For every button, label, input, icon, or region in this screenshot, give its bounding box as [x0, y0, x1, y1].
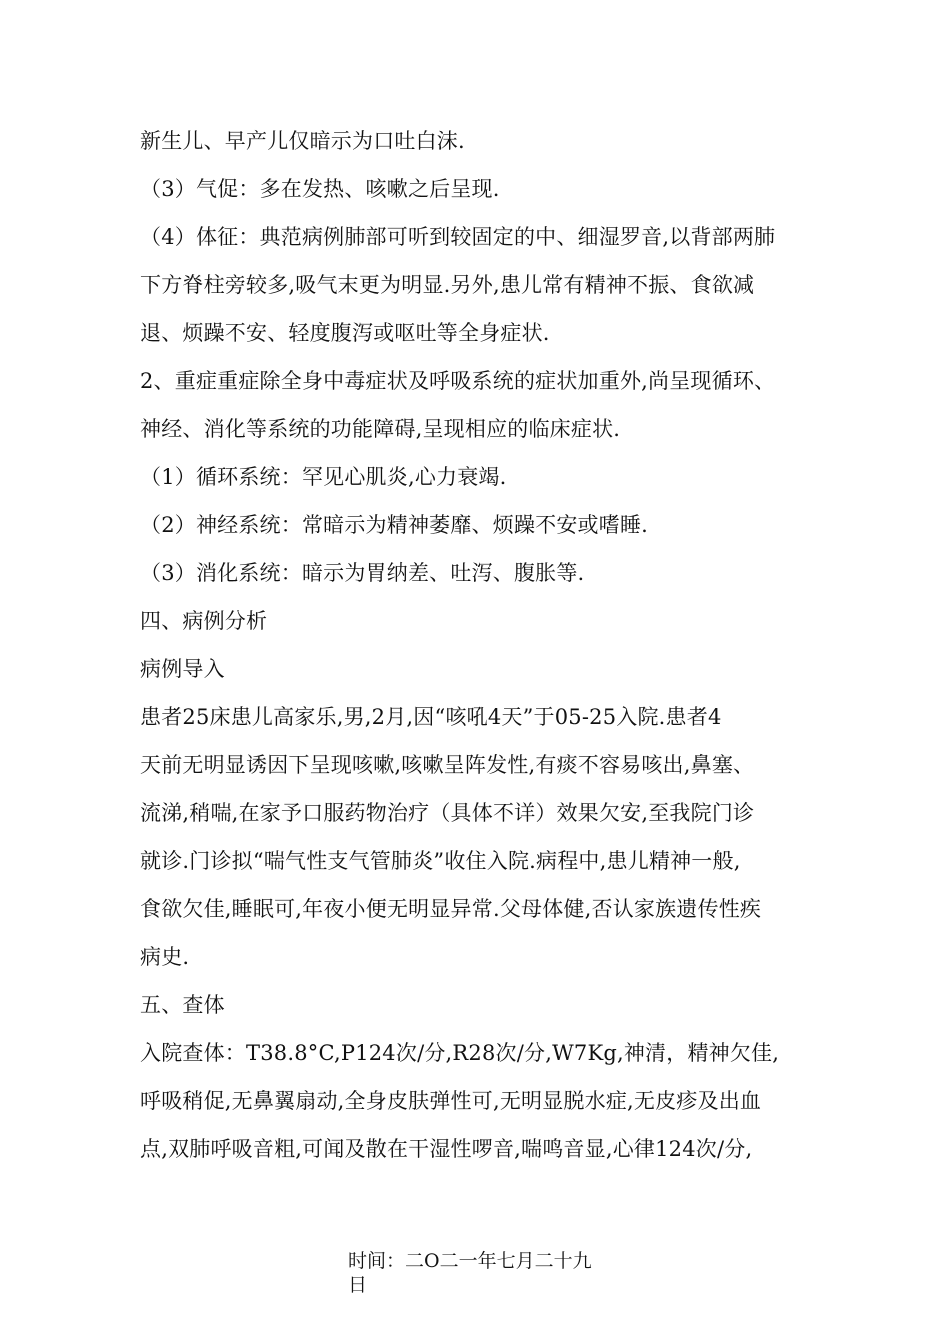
text-line: 神经、消化等系统的功能障碍,呈现相应的临床症状. — [140, 417, 621, 441]
subsection-heading: 病例导入 — [140, 657, 225, 681]
text-line: 入院查体：T38.8°C,P124次/分,R28次/分,W7Kg,神清，精神欠佳, — [140, 1041, 780, 1065]
text-line: 下方脊柱旁较多,吸气末更为明显.另外,患儿常有精神不振、食欲减 — [140, 273, 755, 297]
text-line: 患者25床患儿高家乐,男,2月,因“咳吼4天”于05-25入院.患者4 — [140, 705, 722, 729]
section-heading: 五、查体 — [140, 993, 225, 1017]
text-line: 就诊.门诊拟“喘气性支气管肺炎”收住入院.病程中,患儿精神一般, — [140, 849, 741, 873]
section-heading: 四、病例分析 — [140, 609, 268, 633]
text-line: 病史. — [140, 945, 190, 969]
text-line: 点,双肺呼吸音粗,可闻及散在干湿性啰音,喘鸣音显,心律124次/分, — [140, 1137, 753, 1161]
text-line: 食欲欠佳,睡眠可,年夜小便无明显异常.父母体健,否认家族遗传性疾 — [140, 897, 762, 921]
text-line: 2、重症重症除全身中毒症状及呼吸系统的症状加重外,尚呈现循环、 — [140, 369, 776, 393]
text-line: 天前无明显诱因下呈现咳嗽,咳嗽呈阵发性,有痰不容易咳出,鼻塞、 — [140, 753, 755, 777]
text-line: 新生儿、早产儿仅暗示为口吐白沫. — [140, 129, 465, 153]
text-line: （3）消化系统：暗示为胃纳差、吐泻、腹胀等. — [140, 561, 585, 585]
page-footer — [348, 1249, 648, 1297]
text-line: 流涕,稍喘,在家予口服药物治疗（具体不详）效果欠安,至我院门诊 — [140, 801, 755, 825]
footer-date-line: 时间：二O二一年七月二十九 — [348, 1250, 592, 1272]
document-body — [140, 117, 830, 1173]
text-line: （1）循环系统：罕见心肌炎,心力衰竭. — [140, 465, 507, 489]
footer-date-line-continued: 日 — [348, 1274, 368, 1296]
text-line: 呼吸稍促,无鼻翼扇动,全身皮肤弹性可,无明显脱水症,无皮疹及出血 — [140, 1089, 762, 1113]
text-line: （4）体征：典范病例肺部可听到较固定的中、细湿罗音,以背部两肺 — [140, 225, 776, 249]
text-line: （3）气促：多在发热、咳嗽之后呈现. — [140, 177, 500, 201]
text-line: （2）神经系统：常暗示为精神萎靡、烦躁不安或嗜睡. — [140, 513, 649, 537]
text-line: 退、烦躁不安、轻度腹泻或呕吐等全身症状. — [140, 321, 550, 345]
